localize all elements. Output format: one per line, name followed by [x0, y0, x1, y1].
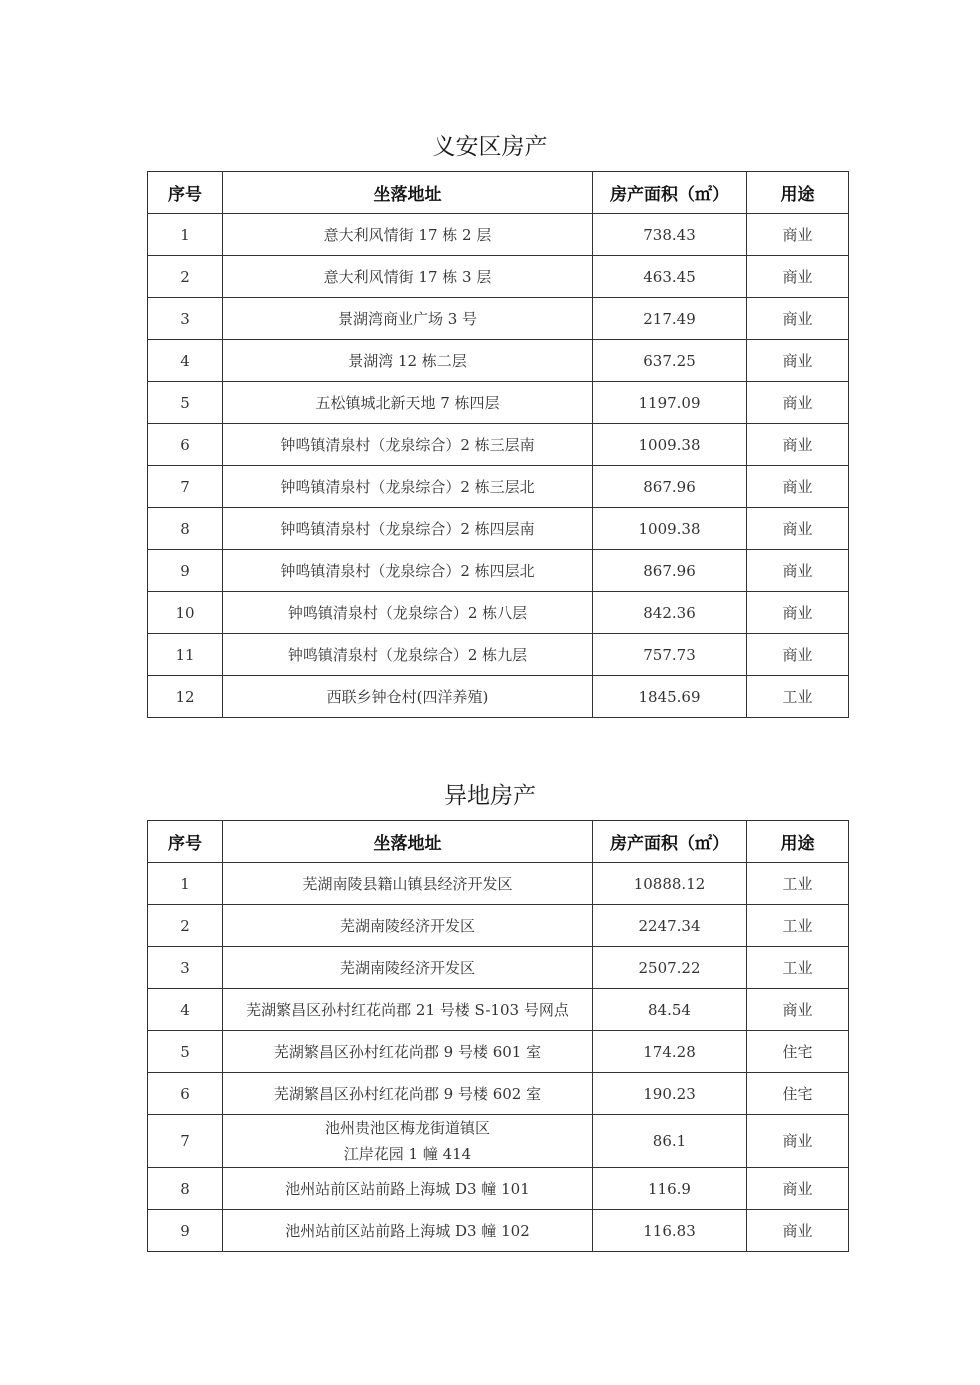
cell-no: 9	[148, 550, 223, 592]
cell-no: 4	[148, 989, 223, 1031]
table-row	[148, 508, 849, 550]
cell-address: 钟鸣镇清泉村（龙泉综合）2 栋八层	[223, 592, 593, 634]
cell-address: 意大利风情街 17 栋 3 层	[223, 256, 593, 298]
header-area: 房产面积（㎡）	[593, 172, 747, 214]
cell-no: 6	[148, 1073, 223, 1115]
table-row	[148, 1168, 849, 1210]
cell-no: 5	[148, 1031, 223, 1073]
table-row	[148, 1210, 849, 1252]
cell-use: 住宅	[747, 1073, 849, 1115]
cell-address: 钟鸣镇清泉村（龙泉综合）2 栋四层北	[223, 550, 593, 592]
cell-use: 商业	[747, 466, 849, 508]
cell-area: 867.96	[593, 550, 747, 592]
cell-use: 商业	[747, 634, 849, 676]
cell-use: 商业	[747, 1115, 849, 1168]
table-row	[148, 298, 849, 340]
table-row	[148, 947, 849, 989]
address-line-1: 池州贵池区梅龙街道镇区	[324, 1119, 490, 1137]
cell-area: 867.96	[593, 466, 747, 508]
cell-address: 芜湖南陵经济开发区	[223, 905, 593, 947]
cell-address: 芜湖繁昌区孙村红花尚郡 9 号楼 601 室	[223, 1031, 593, 1073]
cell-area: 842.36	[593, 592, 747, 634]
table-row	[148, 214, 849, 256]
other-property-table	[147, 820, 849, 1252]
cell-address	[223, 1115, 593, 1168]
table-row	[148, 550, 849, 592]
yian-property-table	[147, 171, 849, 718]
cell-area: 2247.34	[593, 905, 747, 947]
header-area: 房产面积（㎡）	[593, 821, 747, 863]
cell-no: 3	[148, 947, 223, 989]
cell-address: 芜湖南陵经济开发区	[223, 947, 593, 989]
table-header-row	[148, 172, 849, 214]
cell-use: 工业	[747, 676, 849, 718]
cell-address: 芜湖南陵县籍山镇县经济开发区	[223, 863, 593, 905]
cell-area: 116.9	[593, 1168, 747, 1210]
table-row	[148, 340, 849, 382]
table-row	[148, 634, 849, 676]
cell-area: 84.54	[593, 989, 747, 1031]
cell-no: 5	[148, 382, 223, 424]
cell-area: 1845.69	[593, 676, 747, 718]
cell-no: 8	[148, 508, 223, 550]
cell-use: 商业	[747, 592, 849, 634]
cell-address: 意大利风情街 17 栋 2 层	[223, 214, 593, 256]
header-use: 用途	[747, 172, 849, 214]
cell-use: 工业	[747, 905, 849, 947]
cell-area: 190.23	[593, 1073, 747, 1115]
table-row	[148, 592, 849, 634]
cell-no: 2	[148, 256, 223, 298]
header-address: 坐落地址	[223, 821, 593, 863]
cell-no: 3	[148, 298, 223, 340]
cell-use: 商业	[747, 508, 849, 550]
cell-use: 商业	[747, 550, 849, 592]
cell-no: 7	[148, 466, 223, 508]
cell-no: 7	[148, 1115, 223, 1168]
table-row	[148, 989, 849, 1031]
cell-address: 池州站前区站前路上海城 D3 幢 102	[223, 1210, 593, 1252]
cell-address: 芜湖繁昌区孙村红花尚郡 9 号楼 602 室	[223, 1073, 593, 1115]
cell-area: 2507.22	[593, 947, 747, 989]
cell-no: 1	[148, 214, 223, 256]
cell-no: 10	[148, 592, 223, 634]
table-row	[148, 1031, 849, 1073]
cell-use: 商业	[747, 382, 849, 424]
cell-use: 商业	[747, 214, 849, 256]
cell-area: 463.45	[593, 256, 747, 298]
cell-area: 637.25	[593, 340, 747, 382]
table-row	[148, 1115, 849, 1168]
cell-address: 景湖湾商业广场 3 号	[223, 298, 593, 340]
cell-address: 钟鸣镇清泉村（龙泉综合）2 栋三层南	[223, 424, 593, 466]
cell-area: 86.1	[593, 1115, 747, 1168]
cell-address: 钟鸣镇清泉村（龙泉综合）2 栋九层	[223, 634, 593, 676]
section-title-yian: 义安区房产	[432, 134, 548, 160]
cell-no: 2	[148, 905, 223, 947]
cell-address: 西联乡钟仓村(四洋养殖)	[223, 676, 593, 718]
cell-use: 商业	[747, 1210, 849, 1252]
header-no: 序号	[148, 821, 223, 863]
address-line-2: 江岸花园 1 幢 414	[343, 1145, 472, 1163]
table-row	[148, 676, 849, 718]
cell-no: 9	[148, 1210, 223, 1252]
cell-area: 174.28	[593, 1031, 747, 1073]
cell-use: 住宅	[747, 1031, 849, 1073]
cell-use: 工业	[747, 863, 849, 905]
section-title-other: 异地房产	[444, 783, 536, 809]
cell-no: 4	[148, 340, 223, 382]
table-row	[148, 863, 849, 905]
table-row	[148, 382, 849, 424]
table-row	[148, 905, 849, 947]
cell-area: 1197.09	[593, 382, 747, 424]
cell-address: 芜湖繁昌区孙村红花尚郡 21 号楼 S-103 号网点	[223, 989, 593, 1031]
table-row	[148, 424, 849, 466]
cell-no: 6	[148, 424, 223, 466]
header-no: 序号	[148, 172, 223, 214]
header-address: 坐落地址	[223, 172, 593, 214]
cell-area: 738.43	[593, 214, 747, 256]
cell-no: 12	[148, 676, 223, 718]
table-row	[148, 256, 849, 298]
table-row	[148, 466, 849, 508]
table-header-row	[148, 821, 849, 863]
cell-area: 116.83	[593, 1210, 747, 1252]
header-use: 用途	[747, 821, 849, 863]
cell-area: 1009.38	[593, 508, 747, 550]
cell-use: 商业	[747, 424, 849, 466]
cell-use: 商业	[747, 989, 849, 1031]
cell-no: 8	[148, 1168, 223, 1210]
cell-no: 1	[148, 863, 223, 905]
cell-use: 商业	[747, 1168, 849, 1210]
cell-address: 五松镇城北新天地 7 栋四层	[223, 382, 593, 424]
cell-use: 商业	[747, 340, 849, 382]
cell-address: 钟鸣镇清泉村（龙泉综合）2 栋三层北	[223, 466, 593, 508]
cell-use: 工业	[747, 947, 849, 989]
cell-address: 景湖湾 12 栋二层	[223, 340, 593, 382]
table-row	[148, 1073, 849, 1115]
cell-area: 10888.12	[593, 863, 747, 905]
cell-area: 217.49	[593, 298, 747, 340]
cell-use: 商业	[747, 256, 849, 298]
cell-no: 11	[148, 634, 223, 676]
cell-area: 1009.38	[593, 424, 747, 466]
cell-area: 757.73	[593, 634, 747, 676]
cell-use: 商业	[747, 298, 849, 340]
cell-address: 钟鸣镇清泉村（龙泉综合）2 栋四层南	[223, 508, 593, 550]
cell-address: 池州站前区站前路上海城 D3 幢 101	[223, 1168, 593, 1210]
